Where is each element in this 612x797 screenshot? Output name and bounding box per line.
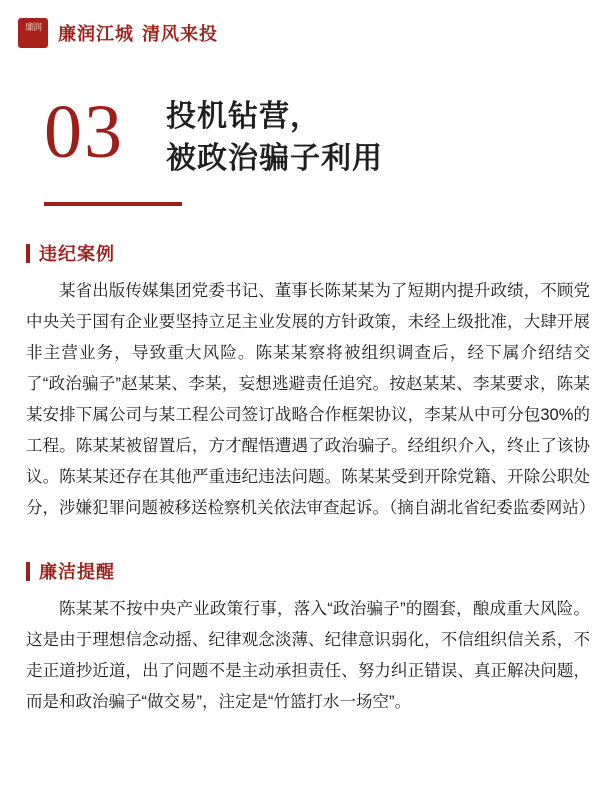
title-divider <box>44 202 182 206</box>
section-label-reminder: 廉洁提醒 <box>39 562 115 582</box>
section-body-reminder: 陈某某不按中央产业政策行事，落入“政治骗子”的圈套，酿成重大风险。这是由于理想信念动摇、纪律观念淡薄、纪律意识弱化，不信组织信关系，不走正道抄近道，出了问题不是主动承担责任、努力纠正错误、真正解决问题，而是和政治骗子“做交易”，注定是“竹篮打水一场空”。 <box>26 600 590 711</box>
chapter-title-line-2: 被政治骗子利用 <box>166 142 383 175</box>
chapter-title <box>166 90 383 180</box>
cover-title-block <box>0 90 612 180</box>
section-body-case: 某省出版传媒集团党委书记、董事长陈某某为了短期内提升政绩，不顾党中央关于国有企业要坚持立足主业发展的方针政策，未经上级批准，大肆开展非主营业务，导致重大风险。陈某某察将被组织调查后，经下属介绍结交了“政治骗子”赵某某、李某，妄想逃避责任追究。按赵某某、李某要求，陈某某安排下属公司与某工程公司签订战略合作框架协议，李某从中可分包30%的工程。陈某某被留置后，方才醒悟遭遇了政治骗子。经组织介入，终止了该协议。陈某某还存在其他严重违纪违法问题。陈某某受到开除党籍、开除公职处分，涉嫌犯罪问题被移送检察机关依法审查起诉。（摘自湖北省纪委监委网站） <box>26 282 596 517</box>
section-heading-reminder <box>26 558 612 584</box>
section-accent-bar <box>26 244 30 263</box>
section-heading-case <box>26 240 612 266</box>
section-label-case: 违纪案例 <box>39 244 115 264</box>
header-title <box>58 20 218 46</box>
header-slogan: 清风来投 <box>142 24 218 44</box>
chapter-title-line-1: 投机钻营， <box>166 100 321 133</box>
section-accent-bar <box>26 562 30 581</box>
chapter-number: 03 <box>44 90 124 174</box>
header-brand: 廉润江城 <box>58 24 134 44</box>
page-header <box>0 0 612 46</box>
seal-logo-icon: 廉润 <box>18 18 48 48</box>
